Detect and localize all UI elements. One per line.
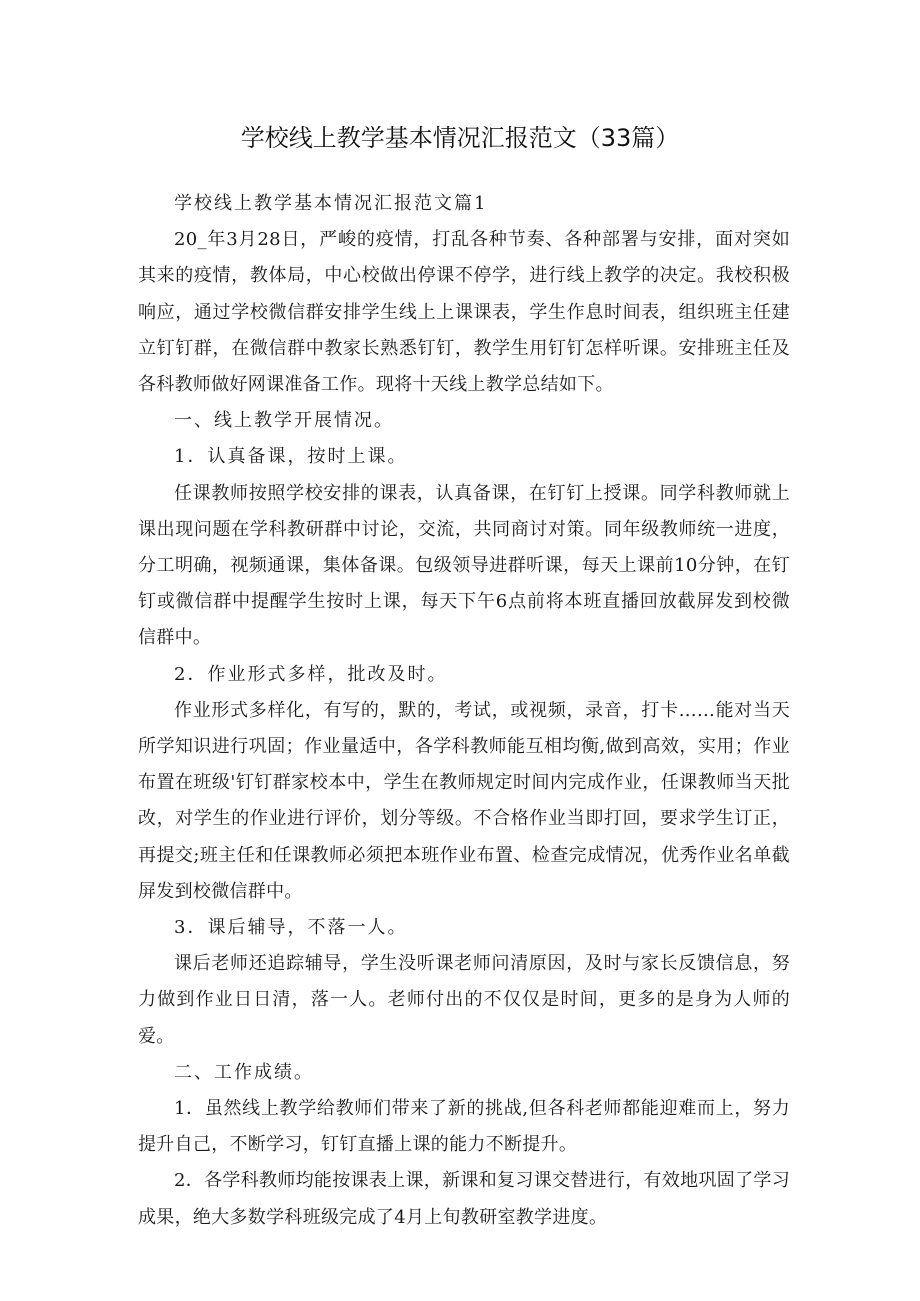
- subsection-heading: 1．认真备课，按时上课。: [174, 446, 408, 468]
- subsection-heading: 3．课后辅导，不落一人。: [174, 917, 408, 939]
- section-heading: 一、线上教学开展情况。: [174, 410, 394, 432]
- body-paragraph: 1．虽然线上教学给教师们带来了新的挑战,但各科老师都能迎难而上，努力提升自己，不断学习，钉钉直播上课的能力不断提升。: [138, 1098, 790, 1156]
- body-paragraph: 任课教师按照学校安排的课表，认真备课，在钉钉上授课。同学科教师就上课出现问题在学科教研群中讨论，交流，共同商讨对策。同年级教师统一进度，分工明确，视频通课，集体备课。包级领导进群听课，每天上课前10分钟，在钉钉或微信群中提醒学生按时上课，每天下午6点前将本班直播回放截屏发到校微信群中。: [138, 482, 790, 649]
- body-paragraph: 20_年3月28日，严峻的疫情，打乱各种节奏、各种部署与安排，面对突如其来的疫情，教体局，中心校做出停课不停学，进行线上教学的决定。我校积极响应，通过学校微信群安排学生线上上课课表，学生作息时间表，组织班主任建立钉钉群，在微信群中教家长熟悉钉钉，教学生用钉钉怎样听课。安排班主任及各科教师做好网课准备工作。现将十天线上教学总结如下。: [138, 229, 790, 396]
- section-heading: 学校线上教学基本情况汇报范文篇1: [174, 193, 488, 214]
- body-paragraph: 课后老师还追踪辅导，学生没听课老师问清原因，及时与家长反馈信息，努力做到作业日日清，落一人。老师付出的不仅仅是时间，更多的是身为人师的爱。: [138, 953, 790, 1047]
- document-body: [138, 186, 790, 1236]
- section-heading: 二、工作成绩。: [174, 1061, 314, 1083]
- body-paragraph: 2．各学科教师均能按课表上课，新课和复习课交替进行，有效地巩固了学习成果，绝大多数学科班级完成了4月上旬教研室教学进度。: [138, 1170, 790, 1228]
- body-paragraph: 作业形式多样化，有写的，默的，考试，或视频，录音，打卡……能对当天所学知识进行巩固；作业量适中，各学科教师能互相均衡,做到高效，实用；作业布置在班级'钉钉群家校本中，学生在教师规定时间内完成作业，任课教师当天批改，对学生的作业进行评价，划分等级。不合格作业当即打回，要求学生订正，再提交;班主任和任课教师必须把本班作业布置、检查完成情况，优秀作业名单截屏发到校微信群中。: [138, 699, 790, 902]
- subsection-heading: 2．作业形式多样，批改及时。: [174, 663, 448, 685]
- document-title: 学校线上教学基本情况汇报范文（33篇）: [240, 124, 680, 152]
